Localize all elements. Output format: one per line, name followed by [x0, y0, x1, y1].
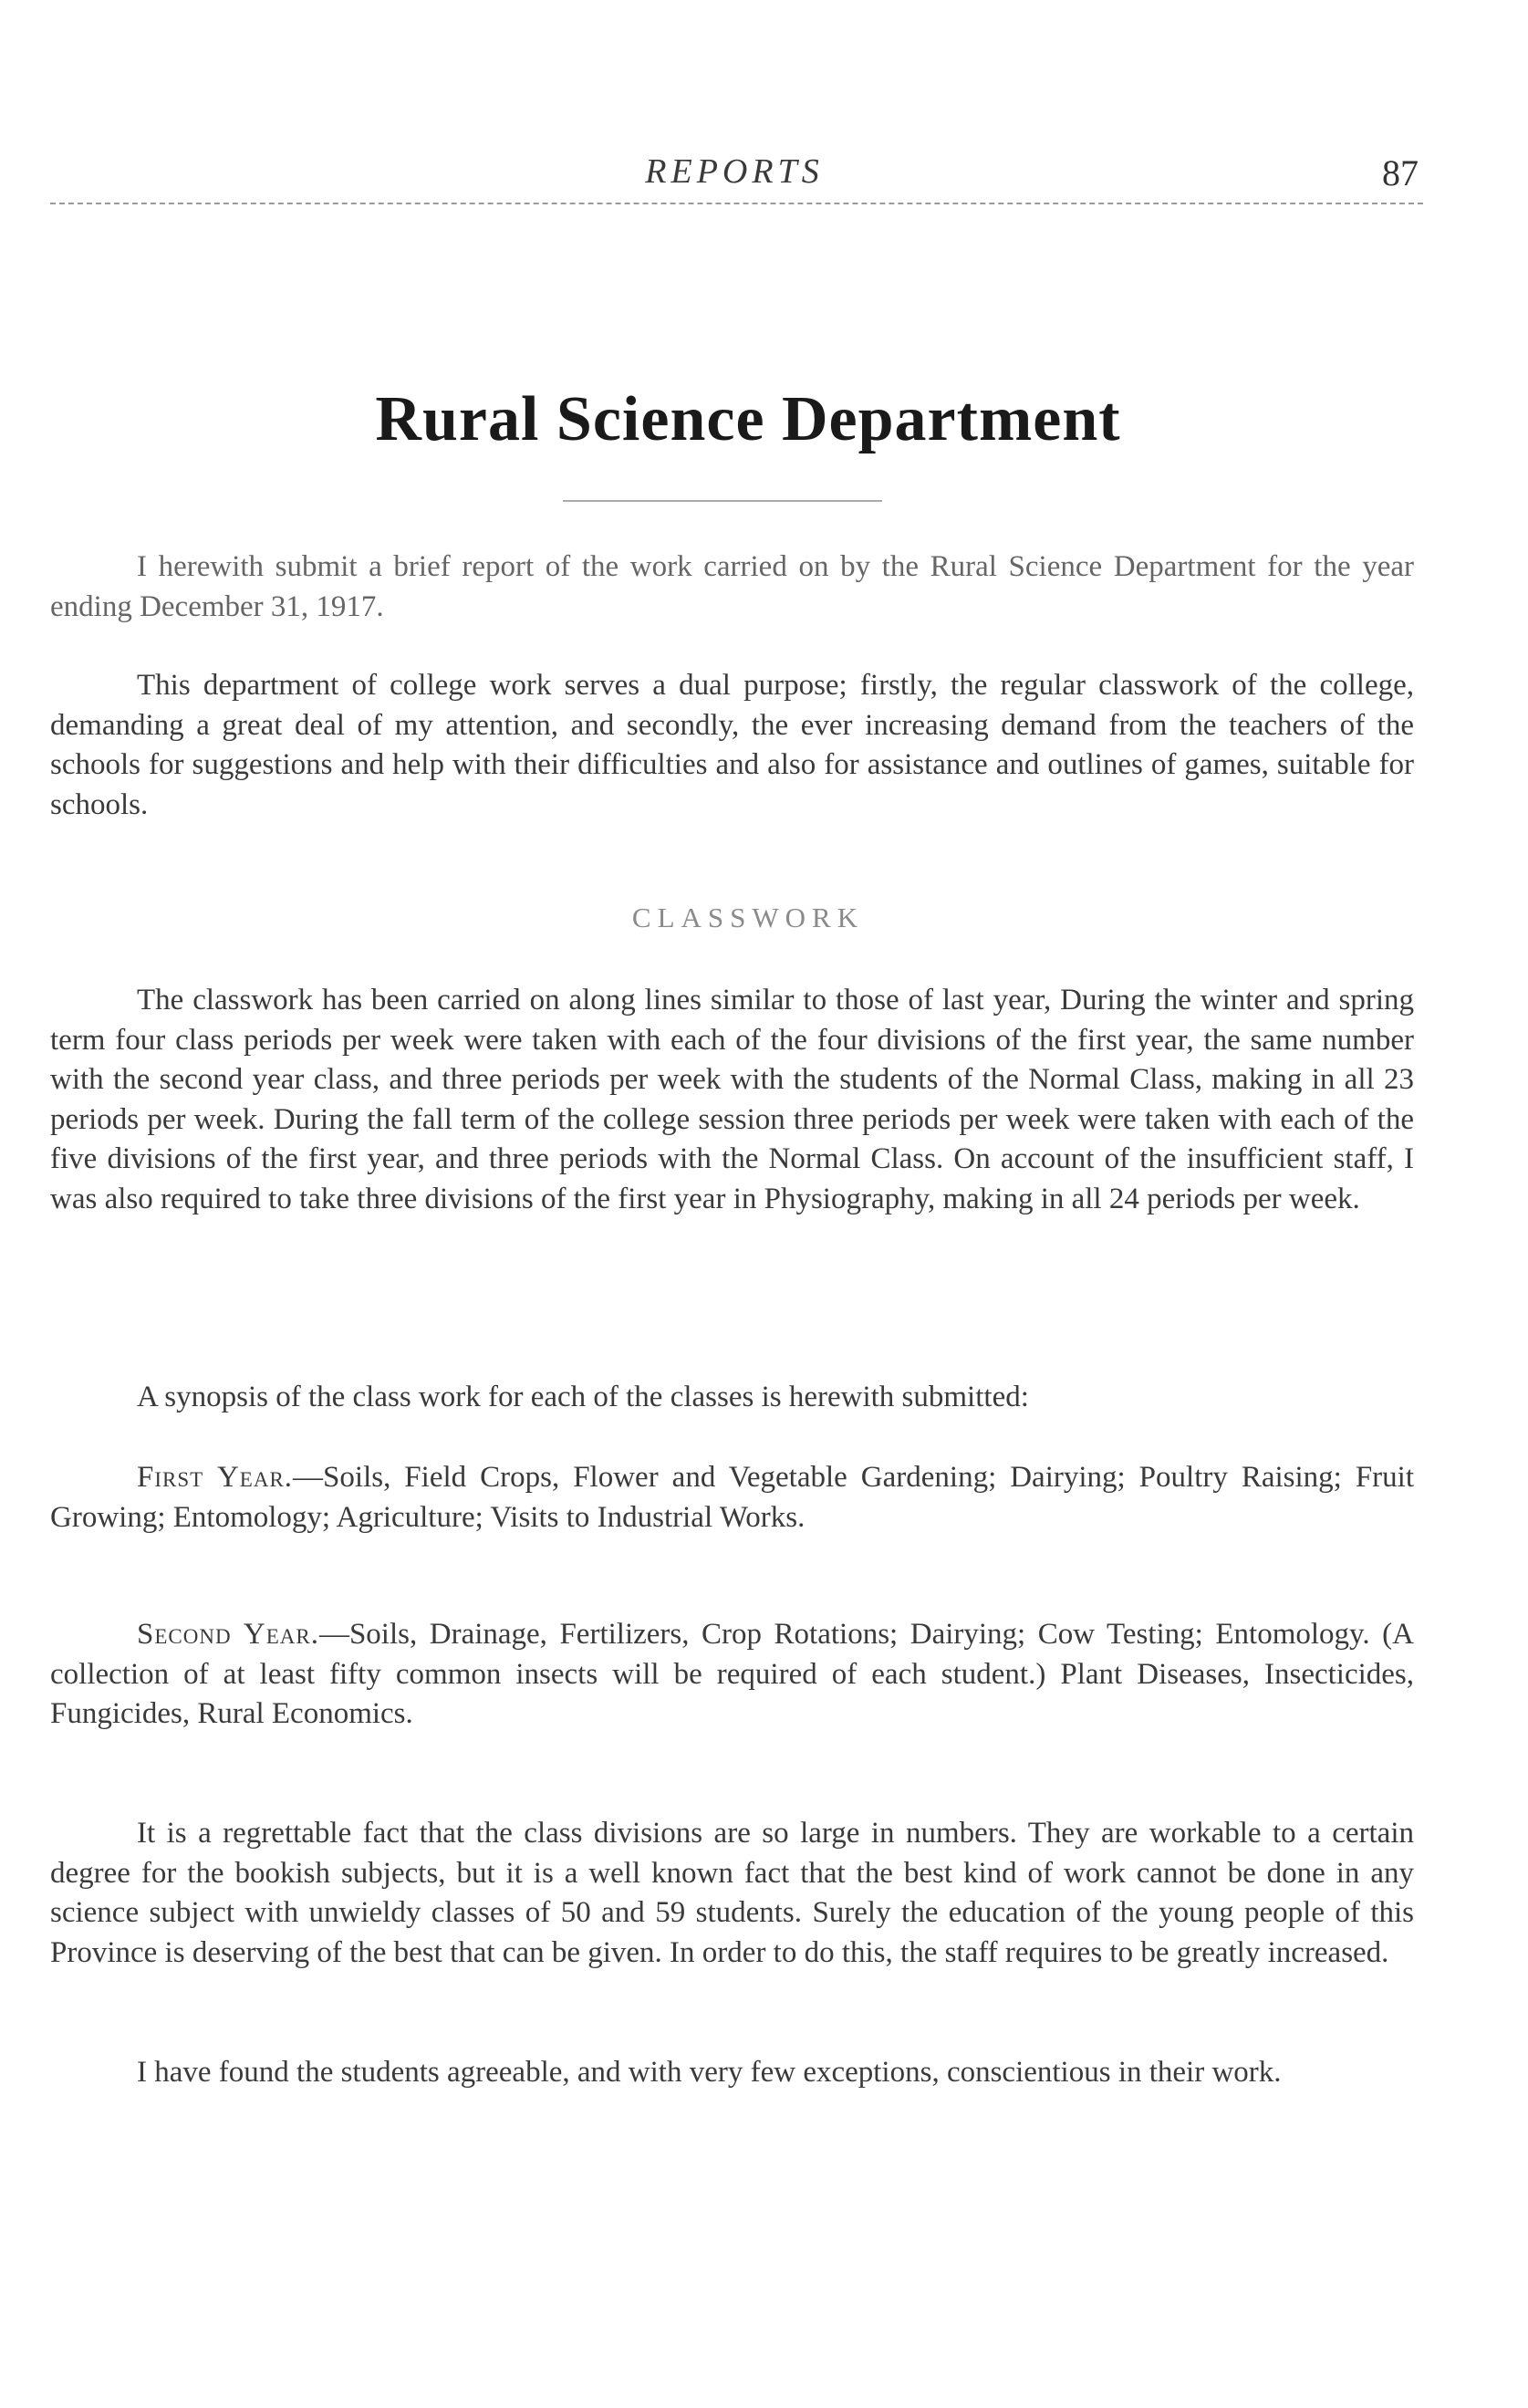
purpose-paragraph: This department of college work serves a dual purpose; firstly, the regular classwork of the college, demanding a great deal of my attention, and secondly, the ever increasing demand from the teachers of the schools for suggestions and help with their difficulties and also for assistance and outlines of games, suitable for schools.	[50, 669, 1414, 821]
running-header	[50, 144, 1419, 199]
regret-paragraph: It is a regrettable fact that the class divisions are so large in numbers. They are workable to a certain degree for the bookish subjects, but it is a well known fact that the best kind of work cannot be done in any science subject with unwieldy classes of 50 and 59 students. Surely the education of the young people of this Province is deserving of the best that can be given. In order to do this, the staff requires to be greatly increased.	[50, 1817, 1414, 1969]
second-year-text: —Soils, Drainage, Fertilizers, Crop Rotations; Dairying; Cow Testing; Entomology. (A collection of at least fifty common insects will be required of each student.) Plant Diseases, Insecticides, Fungicides, Rural Economics.	[50, 1618, 1414, 1730]
second-year-paragraph	[50, 1615, 1414, 1735]
section-heading-classwork: CLASSWORK	[631, 902, 865, 933]
page-title: Rural Science Department	[375, 384, 1121, 454]
page-number: 87	[1382, 152, 1419, 193]
synopsis-paragraph: A synopsis of the class work for each of the classes is herewith submitted:	[137, 1381, 1029, 1413]
first-year-paragraph	[50, 1458, 1414, 1538]
running-title: REPORTS	[645, 152, 824, 191]
header-rule	[50, 203, 1423, 204]
second-year-lead: Second Year.	[137, 1618, 319, 1651]
first-year-lead: First Year.	[137, 1461, 294, 1494]
classwork-paragraph: The classwork has been carried on along lines similar to those of last year, During the winter and spring term four class periods per week were taken with each of the four divisions of the first year, the same number with the second year class, and three periods per week with the students of the Normal Class, making in all 23 periods per week. During the fall term of the college session three periods per week were taken with each of the five divisions of the first year, and three periods with the Normal Class. On account of the insufficient staff, I was also required to take three divisions of the first year in Physiography, making in all 24 periods per week.	[50, 984, 1414, 1215]
intro-paragraph: I herewith submit a brief report of the work carried on by the Rural Science Department for the year ending December 31, 1917.	[50, 550, 1414, 623]
closing-paragraph: I have found the students agreeable, and with very few exceptions, conscientious in their work.	[137, 2056, 1282, 2089]
first-year-text: —Soils, Field Crops, Flower and Vegetable Gardening; Dairying; Poultry Raising; Fruit Growing; Entomology; Agriculture; Visits to Industrial Works.	[50, 1461, 1415, 1534]
title-divider	[563, 500, 882, 502]
